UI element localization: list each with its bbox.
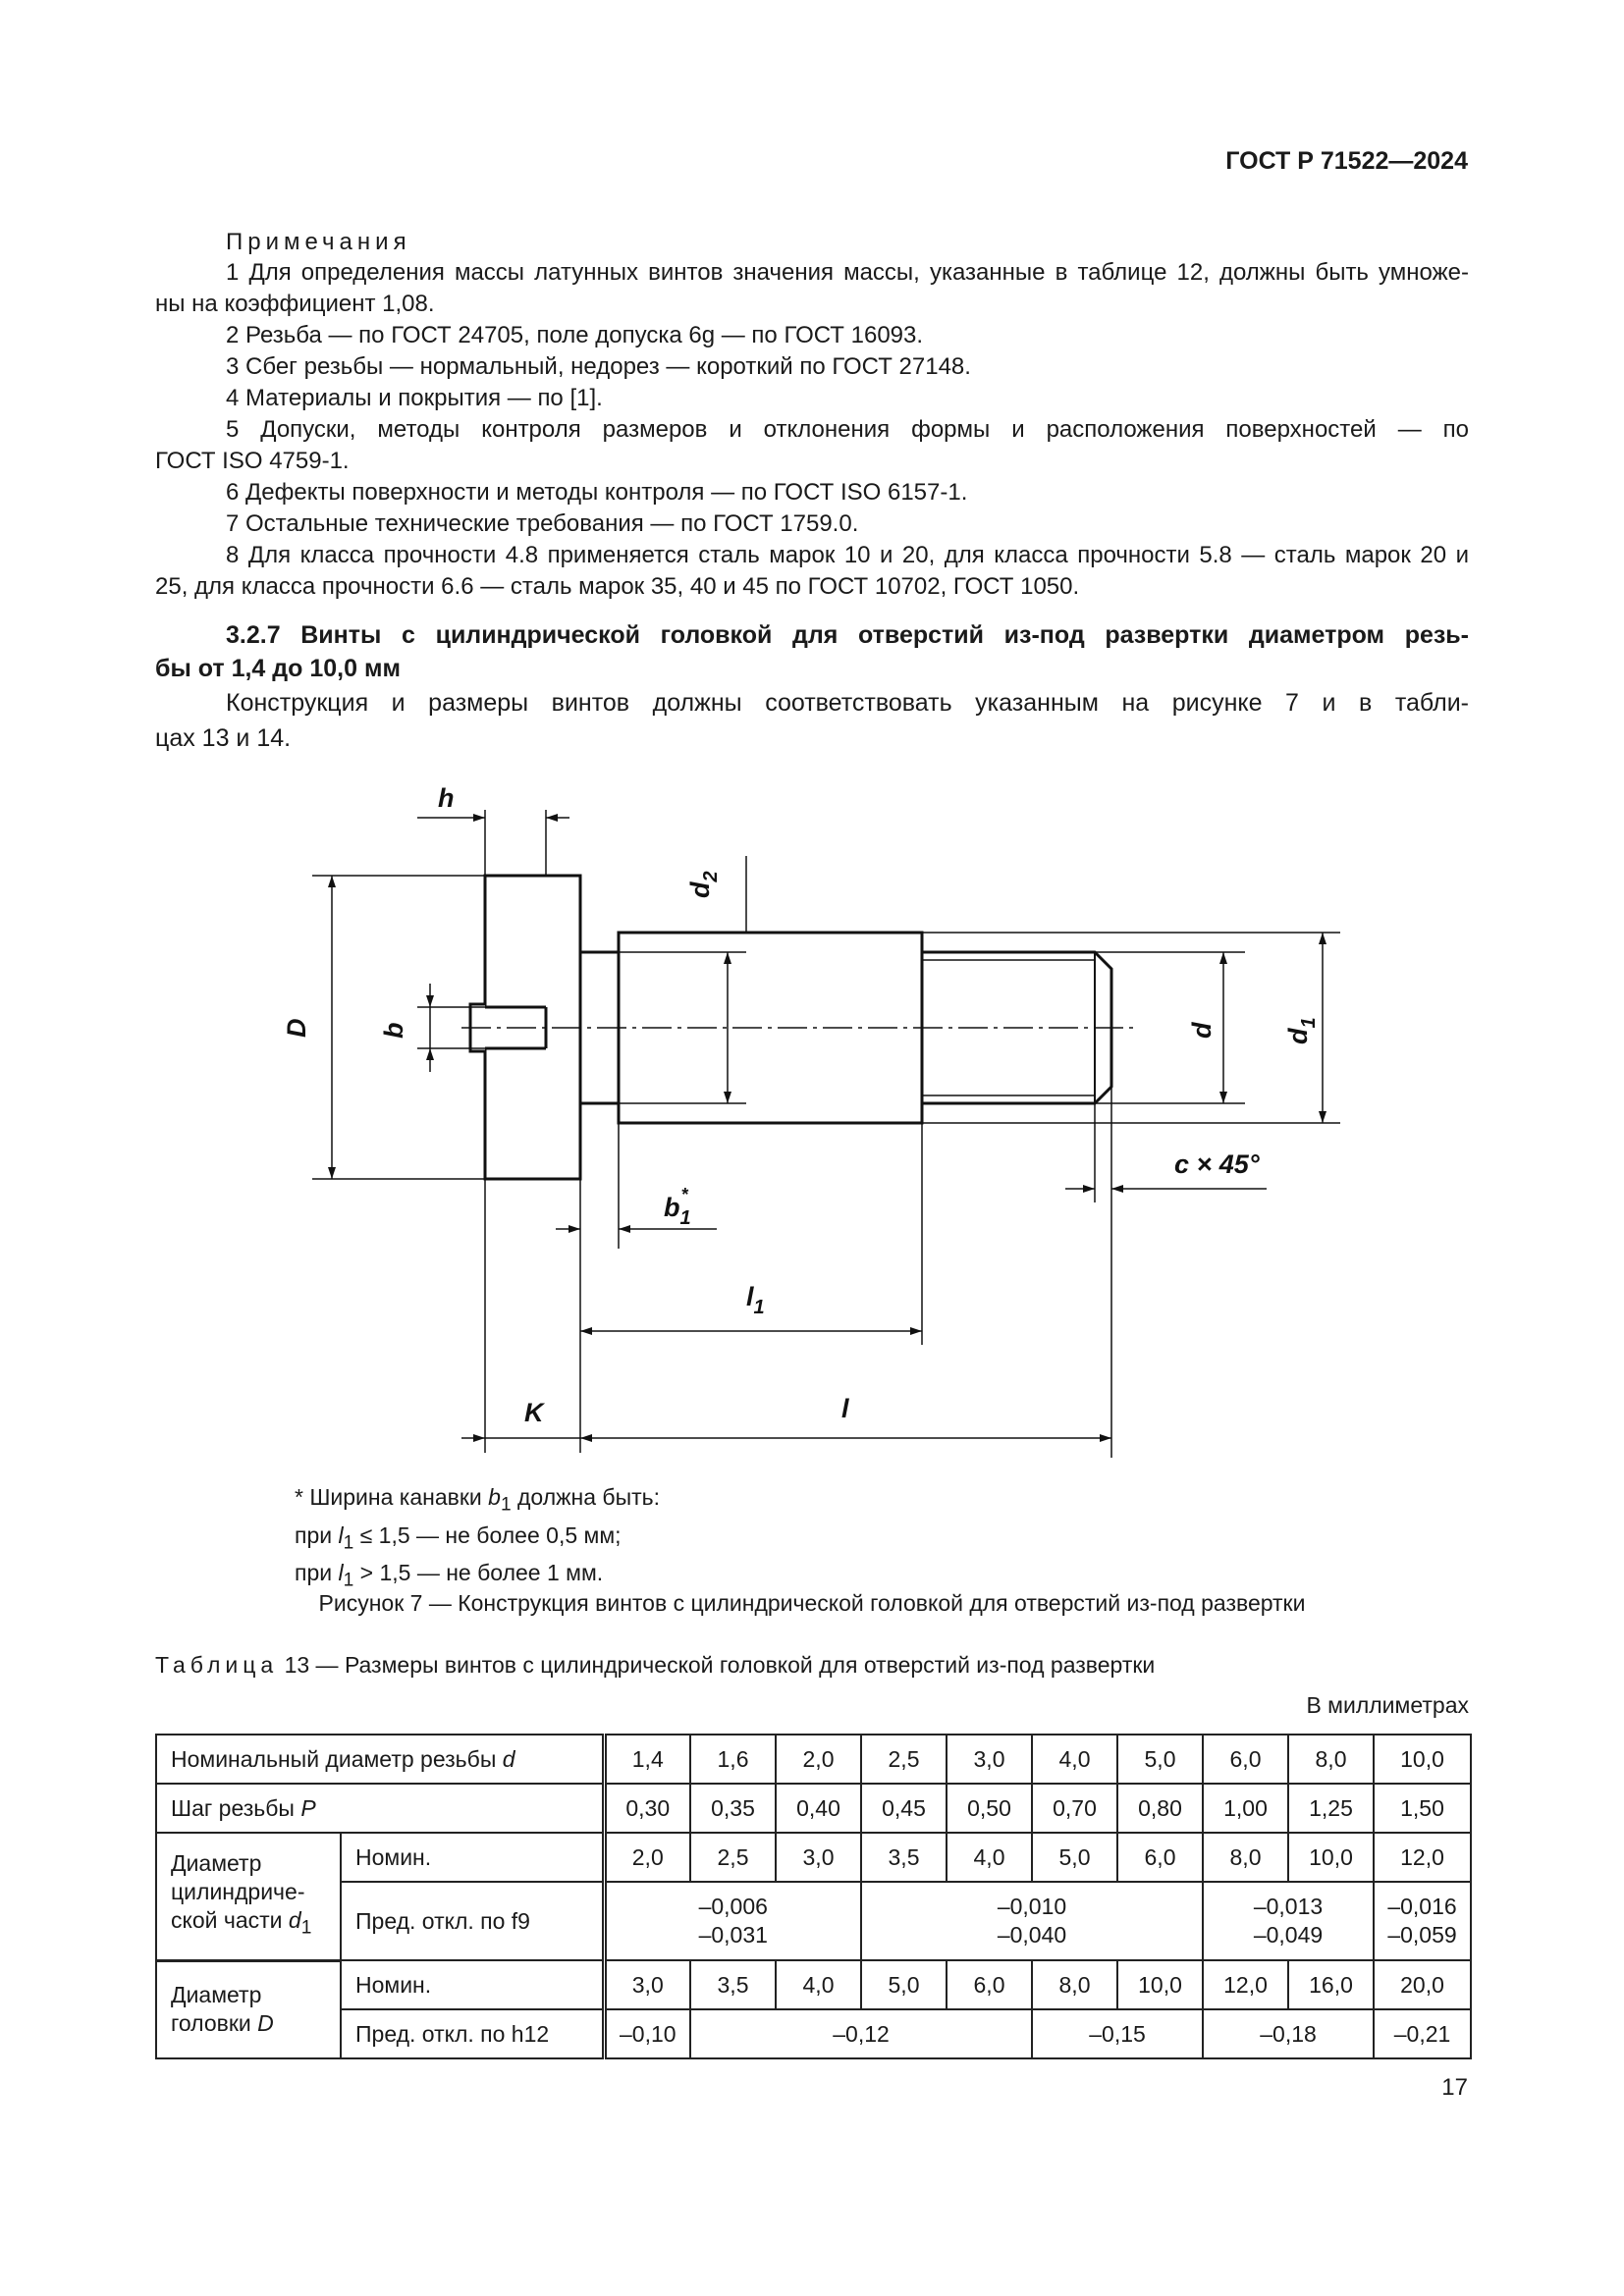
footnote-line3: при $l_1 > 1,5$ — не более 1 мм.: [295, 1560, 604, 1591]
section-paragraph: [155, 685, 1469, 756]
extension-lines: [312, 810, 1340, 1458]
cell: 1,4: [604, 1735, 690, 1784]
label-h: h: [438, 783, 455, 813]
label-b: b: [379, 1022, 408, 1039]
cell: 4,0: [1032, 1735, 1117, 1784]
cell: –0,10: [604, 2009, 690, 2058]
cell: 5,0: [1117, 1735, 1203, 1784]
cell: 3,0: [604, 1960, 690, 2009]
cell: 10,0: [1288, 1833, 1374, 1882]
cell: 2,0: [776, 1735, 861, 1784]
cell: 0,50: [947, 1784, 1032, 1833]
cell: 10,0: [1374, 1735, 1471, 1784]
label-b1: $b_1*$: [664, 1185, 691, 1229]
table-row-D-nominal: [156, 1960, 1471, 2009]
cell: 2,5: [861, 1735, 947, 1784]
cell: –0,013 –0,049: [1203, 1882, 1374, 1960]
cell: 10,0: [1117, 1960, 1203, 2009]
cell: –0,006 –0,031: [604, 1882, 861, 1960]
cell: 2,5: [690, 1833, 776, 1882]
table-row-d1-nominal: [156, 1833, 1471, 1882]
row-label-pitch: Шаг резьбы P: [156, 1784, 604, 1833]
cell: 1,00: [1203, 1784, 1288, 1833]
note-6: 6 Дефекты поверхности и методы контроля — по ГОСТ ISO 6157-1.: [226, 479, 968, 506]
cell: 6,0: [1117, 1833, 1203, 1882]
cell: –0,21: [1374, 2009, 1471, 2058]
section-heading-line2: бы от 1,4 до 10,0 мм: [155, 655, 401, 682]
cell: 8,0: [1203, 1833, 1288, 1882]
note-1-line1: 1 Для определения массы латунных винтов значения массы, указанные в таблице 12, должны быть умноже-: [226, 259, 1469, 286]
dimension-lines: [332, 818, 1323, 1438]
section-paragraph-line1: Конструкция и размеры винтов должны соответствовать указанным на рисунке 7 и в табли-: [226, 689, 1469, 717]
row-label-D-tolerance: Пред. откл. по h12: [341, 2009, 604, 2058]
note-1-line2: ны на коэффициент 1,08.: [155, 291, 435, 317]
screw-drawing: [0, 775, 1624, 1463]
cell: 5,0: [1032, 1833, 1117, 1882]
section-heading-line1: 3.2.7 Винты с цилиндрической головкой для отверстий из-под развертки диаметром резь-: [226, 621, 1469, 649]
notes-list: [155, 257, 1469, 603]
section-paragraph-line2: цах 13 и 14.: [155, 724, 292, 752]
cell: 8,0: [1032, 1960, 1117, 2009]
table-13: [155, 1734, 1472, 2059]
cell: 3,5: [690, 1960, 776, 2009]
cell: 4,0: [776, 1960, 861, 2009]
cell: –0,18: [1203, 2009, 1374, 2058]
cell: 1,50: [1374, 1784, 1471, 1833]
cell: 3,5: [861, 1833, 947, 1882]
label-K: K: [524, 1398, 544, 1427]
cell: –0,15: [1032, 2009, 1203, 2058]
cell: 16,0: [1288, 1960, 1374, 2009]
cell: –0,010 –0,040: [861, 1882, 1203, 1960]
note-3: 3 Сбег резьбы — нормальный, недорез — короткий по ГОСТ 27148.: [226, 353, 971, 380]
cell: 1,25: [1288, 1784, 1374, 1833]
label-d2: $d_2$: [685, 871, 722, 898]
table-units: В миллиметрах: [1306, 1692, 1469, 1718]
cell: 6,0: [1203, 1735, 1288, 1784]
notes-title: Примечания: [226, 229, 411, 255]
cell: 0,45: [861, 1784, 947, 1833]
row-label-nominal-diameter: Номинальный диаметр резьбы d: [156, 1735, 604, 1784]
cell: 0,70: [1032, 1784, 1117, 1833]
cell: 8,0: [1288, 1735, 1374, 1784]
label-c45: c × 45°: [1174, 1149, 1260, 1179]
label-d1: $d_1$: [1283, 1017, 1320, 1044]
cell: 5,0: [861, 1960, 947, 2009]
row-label-d1-tolerance: Пред. откл. по f9: [341, 1882, 604, 1960]
note-7: 7 Остальные технические требования — по ГОСТ 1759.0.: [226, 510, 859, 537]
label-l: l: [841, 1394, 849, 1423]
table-caption: Таблица 13 — Размеры винтов с цилиндрической головкой для отверстий из-под развертки: [155, 1652, 1156, 1678]
table-row-pitch: [156, 1784, 1471, 1833]
cell: 1,6: [690, 1735, 776, 1784]
note-5-line2: ГОСТ ISO 4759-1.: [155, 448, 350, 474]
note-2: 2 Резьба — по ГОСТ 24705, поле допуска 6g — по ГОСТ 16093.: [226, 322, 924, 348]
table-row-nominal-diameter: [156, 1735, 1471, 1784]
table-row-d1-tolerance: [156, 1882, 1471, 1960]
document-code: ГОСТ Р 71522—2024: [1225, 147, 1468, 175]
row-group-label-d1: Диаметр цилиндриче- ской части $d_1$: [156, 1833, 341, 1960]
label-d: d: [1187, 1022, 1217, 1039]
cell: 3,0: [776, 1833, 861, 1882]
label-D: D: [282, 1018, 311, 1038]
row-group-label-D: Диаметр головки D: [156, 1960, 341, 2058]
cell: 0,30: [604, 1784, 690, 1833]
row-label-d1-nominal: Номин.: [341, 1833, 604, 1882]
row-label-D-nominal: Номин.: [341, 1960, 604, 2009]
note-4: 4 Материалы и покрытия — по [1].: [226, 385, 603, 411]
cell: 12,0: [1203, 1960, 1288, 2009]
cell: –0,12: [690, 2009, 1032, 2058]
cell: 0,40: [776, 1784, 861, 1833]
label-l1: $l_1$: [746, 1282, 765, 1318]
figure-footnote: [295, 1482, 660, 1596]
cell: 0,80: [1117, 1784, 1203, 1833]
figure-caption: Рисунок 7 — Конструкция винтов с цилиндрической головкой для отверстий из-под развертки: [318, 1590, 1306, 1616]
note-8-line2: 25, для класса прочности 6.6 — сталь марок 35, 40 и 45 по ГОСТ 10702, ГОСТ 1050.: [155, 573, 1080, 600]
cell: 4,0: [947, 1833, 1032, 1882]
cell: 20,0: [1374, 1960, 1471, 2009]
note-5-line1: 5 Допуски, методы контроля размеров и отклонения формы и расположения поверхностей — по: [226, 416, 1469, 443]
note-8-line1: 8 Для класса прочности 4.8 применяется сталь марок 10 и 20, для класса прочности 5.8 — сталь марок 20 и: [226, 542, 1469, 568]
cell: –0,016 –0,059: [1374, 1882, 1471, 1960]
cell: 3,0: [947, 1735, 1032, 1784]
section-heading: [155, 618, 1469, 685]
footnote-line1: * Ширина канавки $b_1$ должна быть:: [295, 1484, 661, 1516]
cell: 12,0: [1374, 1833, 1471, 1882]
footnote-line2: при $l_1 \le 1,5$ — не более 0,5 мм;: [295, 1522, 622, 1554]
cell: 0,35: [690, 1784, 776, 1833]
cell: 6,0: [947, 1960, 1032, 2009]
table-row-D-tolerance: [156, 2009, 1471, 2058]
page-number: 17: [1441, 2074, 1468, 2101]
cell: 2,0: [604, 1833, 690, 1882]
